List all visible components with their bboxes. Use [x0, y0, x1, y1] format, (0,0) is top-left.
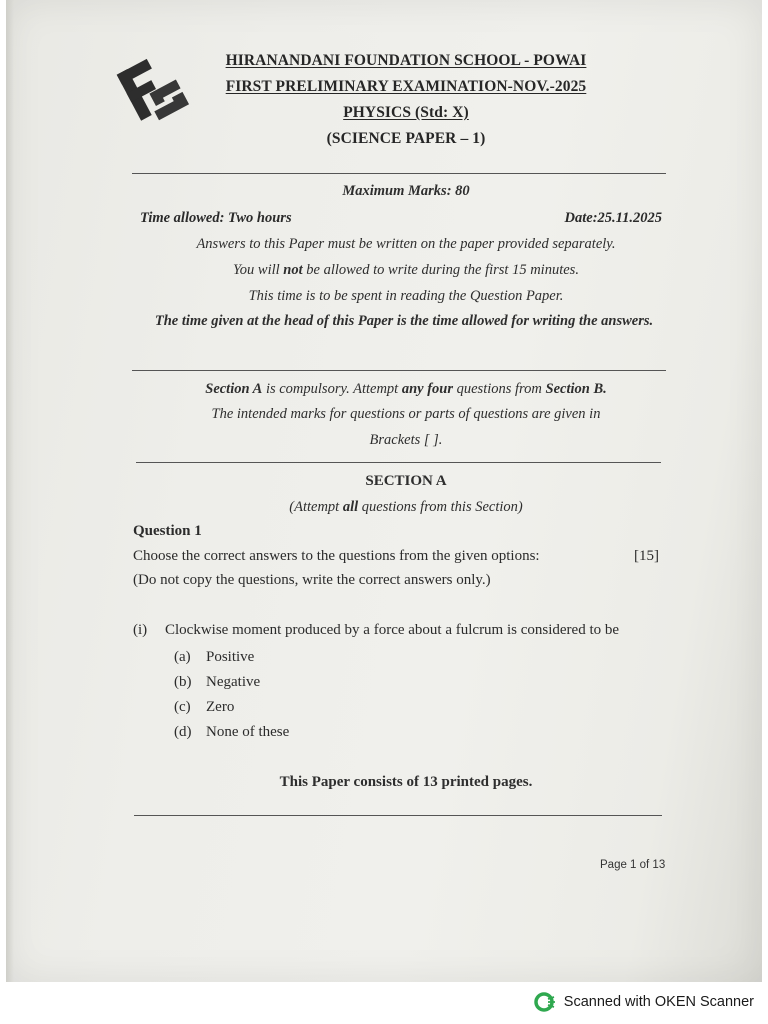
section-note-line: Brackets [ ].	[369, 432, 443, 448]
item-text: Clockwise moment produced by a force about a fulcrum is considered to be	[165, 622, 620, 638]
page-number: Page 1 of 13	[600, 859, 666, 871]
section-note: Section A is compulsory. Attempt any four questions from Section B.	[205, 381, 607, 397]
subject-title: PHYSICS (Std: X)	[343, 104, 469, 121]
divider	[134, 815, 662, 816]
instruction-line: This time is to be spent in reading the Question Paper.	[248, 288, 564, 304]
divider	[132, 173, 666, 174]
question-prompt: Choose the correct answers to the questions from the given options:	[133, 548, 540, 564]
divider	[136, 462, 661, 463]
pages-note: This Paper consists of 13 printed pages.	[279, 774, 533, 790]
instruction-line: The time given at the head of this Paper is the time allowed for writing the answers.	[154, 313, 654, 329]
exam-date: Date:25.11.2025	[564, 210, 662, 226]
scanner-label: Scanned with OKEN Scanner	[563, 994, 754, 1010]
exam-paper	[6, 0, 762, 982]
oken-scanner-icon	[534, 991, 556, 1013]
instruction-line: You will not be allowed to write during the first 15 minutes.	[233, 262, 579, 278]
option-c: (c) Zero	[174, 699, 235, 715]
exam-title: FIRST PRELIMINARY EXAMINATION-NOV.-2025	[225, 78, 587, 95]
question-note: (Do not copy the questions, write the correct answers only.)	[133, 572, 491, 588]
section-a-subtitle: (Attempt all questions from this Section)	[289, 499, 523, 515]
instruction-line: Answers to this Paper must be written on the paper provided separately.	[196, 236, 616, 252]
section-a-title: SECTION A	[365, 473, 447, 489]
option-b: (b) Negative	[174, 674, 261, 690]
paper-edge-shadow	[6, 0, 14, 982]
max-marks: Maximum Marks: 80	[342, 183, 470, 199]
time-allowed: Time allowed: Two hours	[140, 210, 292, 226]
scanner-watermark	[534, 991, 754, 1013]
question-marks: [15]	[634, 548, 659, 564]
option-a: (a) Positive	[174, 649, 255, 665]
option-d: (d) None of these	[174, 724, 290, 740]
divider	[132, 370, 666, 371]
school-name: HIRANANDANI FOUNDATION SCHOOL - POWAI	[225, 52, 587, 69]
item-number: (i)	[133, 622, 148, 638]
paper-title: (SCIENCE PAPER – 1)	[326, 130, 486, 147]
question-heading: Question 1	[133, 523, 202, 539]
section-note-line: The intended marks for questions or parts of questions are given in	[211, 406, 601, 422]
